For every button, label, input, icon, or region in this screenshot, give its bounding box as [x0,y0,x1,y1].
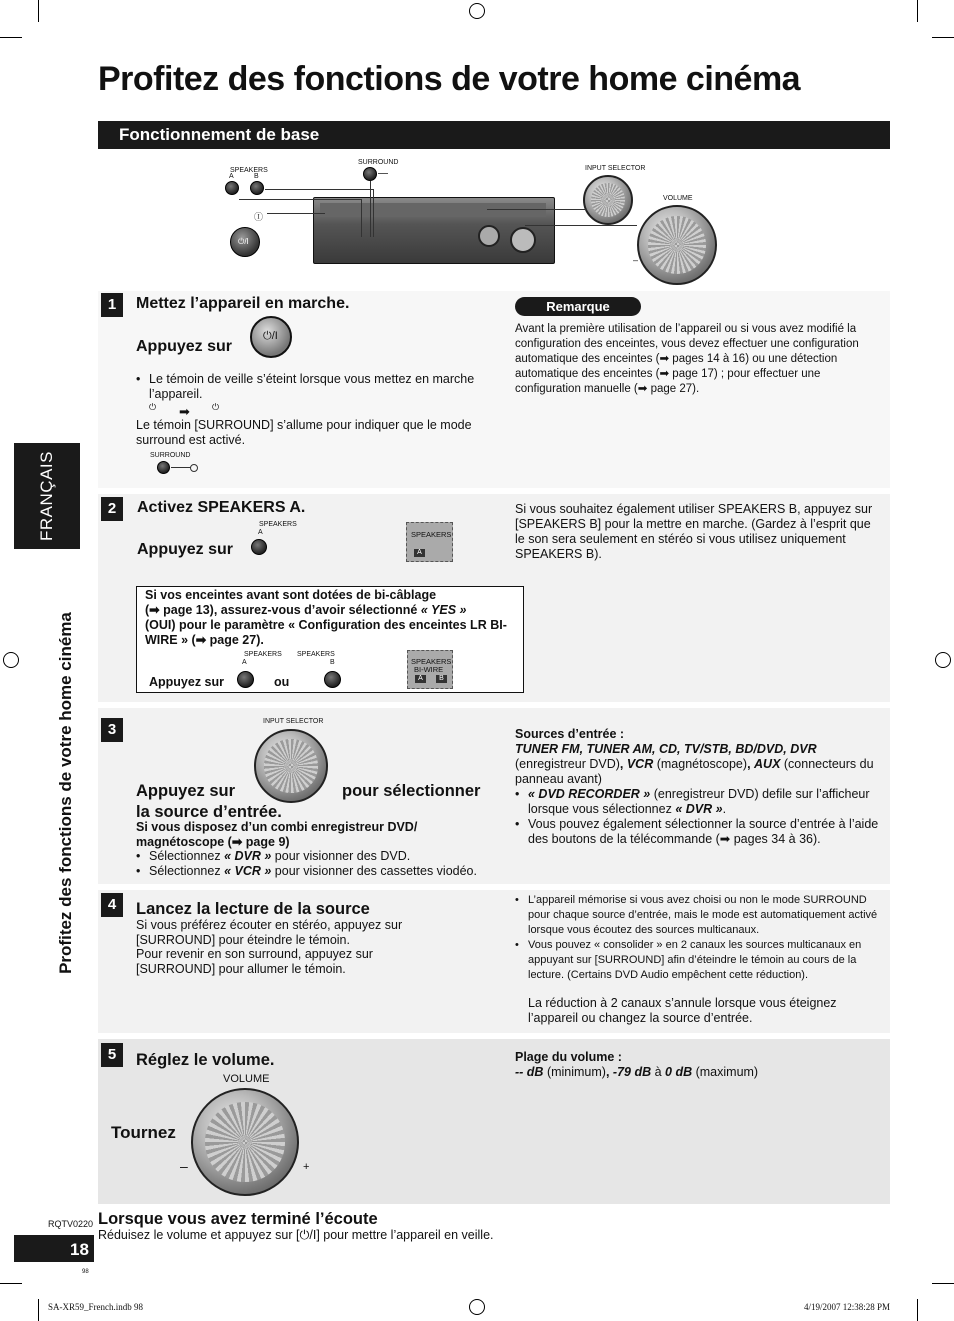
sources-aux-desc: (connecteurs du panneau avant) [515,757,874,786]
surround-label: SURROUND [150,452,191,459]
power-button-icon-label: ⏻/I [263,330,278,342]
receiver-volume-knob [510,227,536,253]
arrow-icon: ➡ [179,404,190,419]
step1-heading: Mettez l’appareil en marche. [136,295,350,312]
step4-heading: Lancez la lecture de la source [136,900,370,918]
finish-text: Réduisez le volume et appuyez sur [⏻/I] pour mettre l’appareil en veille. [98,1228,494,1242]
leader-line [487,209,587,210]
speakers-a-button [225,181,239,195]
step3-number: 3 [101,718,123,742]
display-label: SPEAKERS [411,657,452,666]
receiver-diagram [225,155,725,290]
step1-press: Appuyez sur [136,338,233,355]
speakers-label: SPEAKERS [259,521,297,528]
range-max-label: (maximum) [692,1065,759,1079]
volume-label: VOLUME [223,1073,270,1085]
bullet-pre: Sélectionnez [149,864,225,878]
leader-line [370,181,371,237]
volume-plus-label: + [303,1161,310,1173]
step3-source: la source d’entrée. [136,803,282,821]
crop-mark [0,1283,22,1284]
leader-line [265,189,373,190]
sources-vcr: VCR [626,757,654,771]
step5-heading: Réglez le volume. [136,1051,275,1069]
volume-minus-label: – [633,255,639,265]
step3-sources: Sources d’entrée : TUNER FM, TUNER AM, CD, TV/STB, BD/DVD, DVR (enregistreur DVD), VCR (magnétoscope), AUX (connecteurs du panneau avant) • « DVD RECORDER » (enregistreur DVD) defile sur l’afficheur lorsque vous sélectionnez « DVR ». • Vous pouvez également sélectionner la source d’entrée à l’aide des boutons de la télécommande (➡ pages 34 à 36). [515,727,883,847]
file-name: SA-XR59_French.indb 98 [48,1302,143,1312]
leader-line [373,189,374,237]
speakers-b-label: B [254,173,259,180]
biwire-line2: (➡ page 13), assurez-vous d’avoir sélectionné [145,603,421,617]
registration-mark-icon [935,652,951,668]
bullet-key: « VCR » [224,864,272,878]
step4-bullet1: • L’appareil mémorise si vous avez choisi ou non le mode SURROUND pour chaque source d’entrée, mais le mode est automatiquement activé lorsque vous écoutez des sources multicanaux. [515,893,889,938]
range-mid: -79 dB [612,1065,652,1079]
volume-knob-icon [637,205,717,285]
range-max: 0 dB [665,1065,693,1079]
doc-code: RQTV0220 [48,1219,94,1229]
surround-led-line [171,467,191,468]
receiver-input-knob [478,225,500,247]
input-selector-label: INPUT SELECTOR [263,718,324,725]
biwire-display [407,650,453,689]
step3-combi-title: Si vous disposez d’un combi enregistreur DVD/ magnétoscope (➡ page 9) [136,820,418,849]
step4-right-text: La réduction à 2 canaux s’annule lorsque vous éteignez l’appareil ou changez la source d’entrée. [528,996,837,1025]
leader-line [525,225,637,226]
bullet-post: pour visionner des cassettes viodéo. [271,864,477,878]
surround-led-icon [190,464,198,472]
biwire-line3: (OUI) pour le paramètre « Configuration des enceintes LR BI-WIRE » (➡ page 27). [145,618,507,647]
crop-mark [38,1299,39,1321]
speakers-label: SPEAKERS [230,167,268,174]
biwire-or: ou [274,675,290,689]
sources-list: TUNER FM, TUNER AM, CD, TV/STB, BD/DVD, DVR [515,742,817,756]
page-title: Profitez des fonctions de votre home cinéma [98,60,801,98]
surround-button [363,167,377,181]
leader-line [239,199,361,200]
bullet-key: « DVR » [224,849,272,863]
registration-mark-icon [3,652,19,668]
remarque-badge: Remarque [515,297,641,316]
range-to: à [651,1065,666,1079]
dvd-recorder-key: « DVD RECORDER » [528,787,651,801]
volume-minus-label: – [180,1158,188,1174]
biwire-yes: « YES » [420,603,467,617]
crop-mark [917,0,918,22]
step5-number: 5 [101,1043,123,1067]
print-date: 4/19/2007 12:38:28 PM [804,1302,891,1312]
leader-line [267,213,325,214]
speakers-a-label: A [229,173,234,180]
step2-press: Appuyez sur [137,541,234,558]
crop-mark [917,1299,918,1321]
crop-mark [932,37,954,38]
speakers-b-label: B [330,659,335,666]
biwire-press: Appuyez sur [149,675,225,689]
standby-off-icon: ⏻ [212,402,220,412]
finish-heading: Lorsque vous avez terminé l’écoute [98,1210,378,1228]
sources-title: Sources d’entrée : [515,727,625,741]
step5-turn: Tournez [111,1123,176,1142]
power-button-icon [250,316,292,358]
crop-mark [38,0,39,22]
receiver-display [320,203,546,217]
step4-bullet2: • Vous pouvez « consolider » en 2 canaux les sources multicanaux en appuyant sur [SURROUND] afin d’éteindre le témoin au cours de la lecture. (Certains DVD Audio empêchent cette réduction). [515,938,889,983]
volume-range [515,1050,875,1080]
registration-mark-icon [469,3,485,19]
section-bar: Fonctionnement de base [98,121,890,149]
small-page-number: 98 [82,1269,89,1275]
input-selector-label: INPUT SELECTOR [585,165,646,172]
range-title: Plage du volume : [515,1050,622,1064]
speakers-a-label: A [258,529,263,536]
range-min-label: (minimum) [543,1065,606,1079]
sources-bullet-dvd-recorder: • « DVD RECORDER » (enregistreur DVD) defile sur l’afficheur lorsque vous sélectionnez « DVR ». [515,787,883,817]
range-min: -- dB [515,1065,544,1079]
sources-bullet-remote: • Vous pouvez également sélectionner la source d’entrée à l’aide des boutons de la télécommande (➡ pages 34 à 36). [515,817,883,847]
speakers-b-button-icon [324,671,341,688]
display-tag-a: A [415,675,426,683]
range-sep: , [605,1065,613,1079]
surround-led-line [378,173,388,174]
step3-press: Appuyez sur [136,782,236,800]
step2-right-text: Si vous souhaitez également utiliser SPEAKERS B, appuyez sur [SPEAKERS B] pour la mettre en marche. (Gardez à l’esprit que le son sera seulement en stéréo si vous utilisez uniquement SPEAKERS B). [515,502,873,561]
display-tag-a: A [414,549,425,557]
remarque-text: Avant la première utilisation de l’appareil ou si vous avez modifié la configuration des enceintes, vous devez effectuer une configuration automatique des enceintes (➡ pages 14 à 16) ou une détection automatique des enceintes (➡ page 17) ; pour effectuer une configuration manuelle (➡ page 27). [515,323,859,395]
step4-text1: Si vous préférez écouter en stéréo, appuyez sur [SURROUND] pour éteindre le témoin. [136,918,403,947]
input-selector-knob-icon [254,729,328,803]
step2-number: 2 [101,497,123,521]
registration-mark-icon [469,1299,485,1315]
input-selector-knob-icon [583,175,633,225]
step4-text2: Pour revenir en son surround, appuyez sur [SURROUND] pour allumer le témoin. [136,947,373,976]
volume-label: VOLUME [663,195,693,202]
biwire-line1: Si vos enceintes avant sont dotées de bi-câblage [145,588,437,602]
volume-knob-icon [191,1088,299,1196]
sources-aux: AUX [754,757,781,771]
dvd-recorder-text: (enregistreur DVD) defile sur l’afficheur lorsque vous sélectionnez [528,787,870,816]
step3-bullet-vcr [136,864,516,879]
crop-mark [932,1283,954,1284]
power-button [230,227,260,257]
language-tab [14,443,80,549]
display-label-biwire: BI-WIRE [414,665,444,674]
bullet-post: pour visionner des DVD. [271,849,411,863]
speakers-label: SPEAKERS [244,651,282,658]
step1-bullet: • Le témoin de veille s’éteint lorsque vous mettez en marche l’appareil. [136,372,506,402]
sources-vcr-desc: (magnétoscope) [653,757,748,771]
side-title: Profitez des fonctions de votre home cinéma [56,612,75,974]
step3-bullet-dvr [136,849,516,864]
step4-number: 4 [101,893,123,917]
step3-select: pour sélectionner [342,782,481,800]
speakers-b-button [250,181,264,195]
power-button-label: ⏻/I [238,237,249,246]
surround-button-icon [157,461,170,474]
speakers-a-label: A [242,659,247,666]
language-tab-label: FRANÇAIS [37,451,56,541]
step1-text: Le témoin [SURROUND] s’allume pour indiquer que le mode surround est activé. [136,418,472,447]
sources-dvr: (enregistreur DVD) [515,757,620,771]
speakers-label: SPEAKERS [297,651,335,658]
standby-on-icon: ⏻ [149,402,157,412]
leader-line [361,199,362,237]
page-number: 18 [70,1240,89,1259]
speakers-display [406,522,453,562]
step2-heading: Activez SPEAKERS A. [137,499,306,516]
dvr-key: « DVR » [675,802,723,816]
step1-number: 1 [101,293,123,317]
speakers-a-button-icon [251,539,267,555]
crop-mark [0,37,22,38]
display-tag-b: B [436,675,447,683]
surround-label: SURROUND [358,159,399,166]
speakers-a-button-icon [237,671,254,688]
bullet-pre: Sélectionnez [149,849,225,863]
display-label: SPEAKERS [411,530,452,539]
power-symbol-icon: Ⓘ [254,212,264,222]
biwire-text [145,588,517,648]
